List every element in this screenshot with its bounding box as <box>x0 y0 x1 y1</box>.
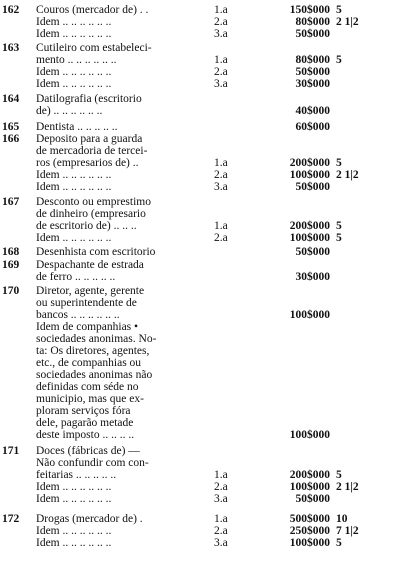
table-row <box>0 369 400 381</box>
tax-value: 80$000 <box>295 54 330 66</box>
table-row <box>0 405 400 417</box>
item-number: 172 <box>2 513 20 525</box>
table-row <box>0 133 400 145</box>
item-label: deste imposto .. .. .. .. <box>36 429 135 441</box>
item-label: Não confundir com con- <box>36 457 149 469</box>
item-label: Idem .. .. .. .. .. .. <box>36 525 112 537</box>
table-row <box>0 196 400 208</box>
item-number: 168 <box>2 246 20 258</box>
item-label: dele, pagarão metade <box>36 417 134 429</box>
table-row <box>0 78 400 90</box>
table-row <box>0 357 400 369</box>
extra-value: 5 <box>336 232 342 244</box>
extra-value: 5 <box>336 537 342 549</box>
class-label: 2.a <box>214 481 228 493</box>
table-row <box>0 381 400 393</box>
class-label: 1.a <box>214 54 228 66</box>
item-label: Dentista .. .. .. .. .. <box>36 121 118 133</box>
tax-value: 150$000 <box>289 4 330 16</box>
item-label: mento .. .. .. .. .. .. <box>36 54 117 66</box>
item-label: ou superintendente de <box>36 297 137 309</box>
table-row <box>0 157 400 169</box>
item-number: 170 <box>2 285 20 297</box>
tax-value: 100$000 <box>289 232 330 244</box>
table-row <box>0 393 400 405</box>
item-label: de ferro .. .. .. .. .. <box>36 271 116 283</box>
item-label: definidas com séde no <box>36 381 139 393</box>
table-row <box>0 246 400 258</box>
table-row <box>0 121 400 133</box>
table-row <box>0 66 400 78</box>
item-label: Idem .. .. .. .. .. .. <box>36 493 112 505</box>
item-label: ros (empresarios de) .. <box>36 157 139 169</box>
table-row <box>0 105 400 117</box>
table-row <box>0 445 400 457</box>
table-row <box>0 169 400 181</box>
item-label: Idem .. .. .. .. .. .. <box>36 481 112 493</box>
item-label: Idem .. .. .. .. .. .. <box>36 28 112 40</box>
item-number: 169 <box>2 259 20 271</box>
tax-value: 50$000 <box>295 246 330 258</box>
tax-value: 50$000 <box>295 66 330 78</box>
item-label: bancos .. .. .. .. .. .. <box>36 309 120 321</box>
item-label: Couros (mercador de) . . <box>36 4 149 16</box>
item-number: 164 <box>2 93 20 105</box>
table-row <box>0 537 400 549</box>
table-row <box>0 345 400 357</box>
extra-value: 5 <box>336 54 342 66</box>
item-label: Deposito para a guarda <box>36 133 143 145</box>
tax-value: 100$000 <box>289 309 330 321</box>
class-label: 1.a <box>214 220 228 232</box>
item-number: 165 <box>2 121 20 133</box>
table-row <box>0 220 400 232</box>
tax-value: 40$000 <box>295 105 330 117</box>
item-number: 162 <box>2 4 20 16</box>
class-label: 1.a <box>214 4 228 16</box>
extra-value: 2 1|2 <box>336 16 359 28</box>
table-row <box>0 481 400 493</box>
item-label: Desenhista com escritorio <box>36 246 156 258</box>
extra-value: 2 1|2 <box>336 169 359 181</box>
item-label: de escritorio de) .. .. .. <box>36 220 137 232</box>
class-label: 2.a <box>214 525 228 537</box>
class-label: 3.a <box>214 78 228 90</box>
class-label: 3.a <box>214 493 228 505</box>
item-label: de mercadoria de tercei- <box>36 145 148 157</box>
table-row <box>0 333 400 345</box>
extra-value: 7 1|2 <box>336 525 359 537</box>
tax-value: 60$000 <box>295 121 330 133</box>
item-label: Datilografia (escritorio <box>36 93 142 105</box>
table-row <box>0 525 400 537</box>
item-label: Idem .. .. .. .. .. .. <box>36 232 112 244</box>
class-label: 2.a <box>214 16 228 28</box>
item-label: Idem .. .. .. .. .. .. <box>36 537 112 549</box>
item-number: 167 <box>2 196 20 208</box>
table-row <box>0 16 400 28</box>
item-label: sociedades anonimas. No- <box>36 333 157 345</box>
item-label: Idem .. .. .. .. .. .. <box>36 78 112 90</box>
tax-value: 100$000 <box>289 481 330 493</box>
table-row <box>0 417 400 429</box>
table-row <box>0 181 400 193</box>
tax-value: 50$000 <box>295 493 330 505</box>
table-row <box>0 232 400 244</box>
item-label: etc., de companhias ou <box>36 357 142 369</box>
table-row <box>0 208 400 220</box>
table-row <box>0 259 400 271</box>
item-label: de dinheiro (empresario <box>36 208 146 220</box>
table-row <box>0 429 400 441</box>
class-label: 2.a <box>214 66 228 78</box>
table-row <box>0 513 400 525</box>
item-label: Idem de companhias • <box>36 321 139 333</box>
item-number: 166 <box>2 133 20 145</box>
item-label: ta: Os diretores, agentes, <box>36 345 150 357</box>
tax-value: 200$000 <box>289 157 330 169</box>
tax-value: 30$000 <box>295 78 330 90</box>
extra-value: 10 <box>336 513 348 525</box>
tax-value: 80$000 <box>295 16 330 28</box>
item-label: Drogas (mercador de) . <box>36 513 143 525</box>
item-label: Idem .. .. .. .. .. .. <box>36 181 112 193</box>
class-label: 1.a <box>214 469 228 481</box>
extra-value: 5 <box>336 4 342 16</box>
item-label: Cutileiro com estabeleci- <box>36 42 152 54</box>
item-label: Despachante de estrada <box>36 259 144 271</box>
table-row <box>0 285 400 297</box>
extra-value: 5 <box>336 469 342 481</box>
tax-value: 100$000 <box>289 537 330 549</box>
table-row <box>0 297 400 309</box>
item-label: Diretor, agente, gerente <box>36 285 145 297</box>
item-label: municipio, mas que ex- <box>36 393 144 405</box>
class-label: 2.a <box>214 169 228 181</box>
extra-value: 5 <box>336 220 342 232</box>
class-label: 3.a <box>214 181 228 193</box>
class-label: 1.a <box>214 157 228 169</box>
table-row <box>0 321 400 333</box>
table-row <box>0 469 400 481</box>
table-row <box>0 457 400 469</box>
item-label: Idem .. .. .. .. .. .. <box>36 16 112 28</box>
table-row <box>0 93 400 105</box>
item-label: Doces (fábricas de) — <box>36 445 140 457</box>
item-label: Desconto ou emprestimo <box>36 196 151 208</box>
tax-value: 30$000 <box>295 271 330 283</box>
class-label: 3.a <box>214 28 228 40</box>
item-number: 163 <box>2 42 20 54</box>
extra-value: 5 <box>336 157 342 169</box>
tax-value: 50$000 <box>295 181 330 193</box>
tax-value: 200$000 <box>289 469 330 481</box>
tax-value: 100$000 <box>289 429 330 441</box>
item-number: 171 <box>2 445 20 457</box>
item-label: de) .. .. .. .. .. .. <box>36 105 103 117</box>
table-row <box>0 145 400 157</box>
class-label: 3.a <box>214 537 228 549</box>
table-row <box>0 493 400 505</box>
extra-value: 2 1|2 <box>336 481 359 493</box>
item-label: Idem .. .. .. .. .. .. <box>36 169 112 181</box>
item-label: sociedades anonimas não <box>36 369 153 381</box>
table-row <box>0 271 400 283</box>
tax-value: 250$000 <box>289 525 330 537</box>
table-row <box>0 42 400 54</box>
table-row <box>0 54 400 66</box>
item-label: Idem .. .. .. .. .. .. <box>36 66 112 78</box>
table-row <box>0 309 400 321</box>
tax-value: 100$000 <box>289 169 330 181</box>
item-label: feitarias .. .. .. .. .. <box>36 469 117 481</box>
item-label: ploram serviços fóra <box>36 405 131 417</box>
class-label: 1.a <box>214 513 228 525</box>
tax-value: 50$000 <box>295 28 330 40</box>
tax-value: 200$000 <box>289 220 330 232</box>
table-row <box>0 4 400 16</box>
table-row <box>0 28 400 40</box>
class-label: 2.a <box>214 232 228 244</box>
tax-value: 500$000 <box>289 513 330 525</box>
